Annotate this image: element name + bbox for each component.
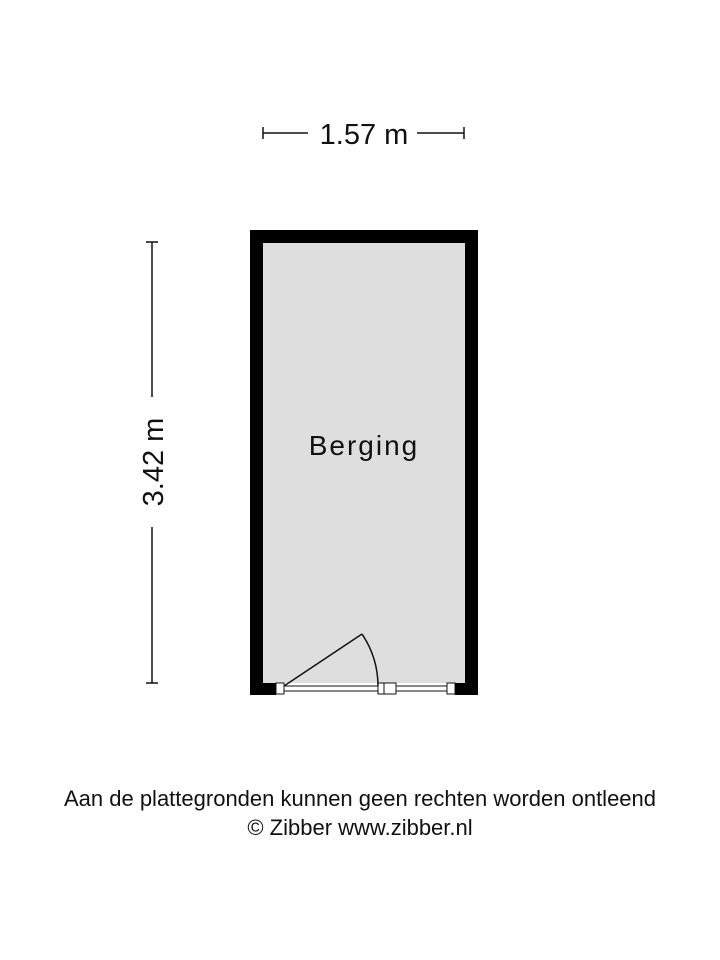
room-berging xyxy=(250,230,478,695)
room-floor xyxy=(263,243,465,683)
room-label: Berging xyxy=(308,430,420,461)
width-label: 1.57 m xyxy=(319,119,409,151)
height-label: 3.42 m xyxy=(138,417,170,507)
height-dimension xyxy=(138,242,170,683)
width-dimension xyxy=(263,119,464,151)
door-opening xyxy=(276,683,455,695)
copyright-text: © Zibber www.zibber.nl xyxy=(247,815,473,840)
disclaimer-text: Aan de plattegronden kunnen geen rechten worden ontleend xyxy=(63,786,657,811)
